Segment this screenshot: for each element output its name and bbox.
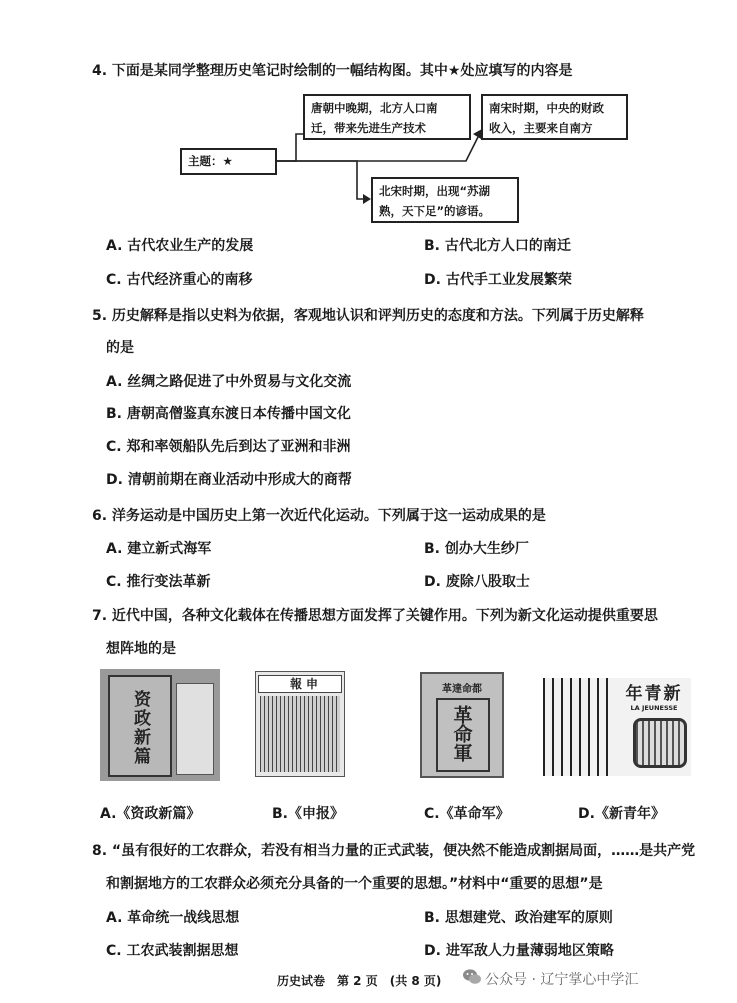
- q4-diagram-center: 主题：★: [180, 148, 277, 175]
- q7-image-a: [100, 669, 220, 781]
- q4-option-d[interactable]: D. 古代手工业发展繁荣: [424, 272, 572, 288]
- watermark: 公众号 · 辽宁掌心中学汇: [485, 972, 639, 988]
- q8-stem-line1: 8. “虽有很好的工农群众，若没有相当力量的正式武装，便决然不能造成割据局面，……是共产党: [92, 843, 696, 859]
- q8-option-d[interactable]: D. 进军敌人力量薄弱地区策略: [424, 943, 614, 959]
- q7-image-c-title: 革命軍: [450, 704, 473, 762]
- q5-option-b[interactable]: B. 唐朝高僧鉴真东渡日本传播中国文化: [106, 406, 351, 422]
- q7-image-c-top: 革達命都: [442, 683, 482, 695]
- q4-option-a[interactable]: A. 古代农业生产的发展: [106, 238, 254, 254]
- q7-image-d-title: 年青新: [625, 683, 683, 704]
- q4-diagram-bottom: [371, 177, 519, 223]
- q4-diagram-bottom-line1: 北宋时期，出现“苏湖: [379, 184, 491, 198]
- q4-option-b[interactable]: B. 古代北方人口的南迁: [424, 238, 571, 254]
- q6-option-d[interactable]: D. 废除八股取士: [424, 574, 530, 590]
- q7-image-d-subtitle: LA JEUNESSE: [630, 704, 678, 712]
- q7-image-b-title: 報申: [289, 676, 322, 691]
- q6-option-c[interactable]: C. 推行变法革新: [106, 574, 211, 590]
- q4-diagram-top-left-line2: 迁，带来先进生产技术: [311, 121, 426, 135]
- q4-diagram-top-left: [303, 94, 471, 140]
- q4-diagram-top-left-line1: 唐朝中晚期，北方人口南: [311, 101, 438, 115]
- q6-option-a[interactable]: A. 建立新式海军: [106, 541, 212, 557]
- q7-image-c: [420, 672, 504, 778]
- q5-option-a[interactable]: A. 丝绸之路促进了中外贸易与文化交流: [106, 374, 352, 390]
- q8-option-b[interactable]: B. 思想建党、政治建军的原则: [424, 910, 613, 926]
- q6-stem: 6. 洋务运动是中国历史上第一次近代化运动。下列属于这一运动成果的是: [92, 508, 546, 524]
- q8-stem-line2: 和割据地方的工农群众必须充分具备的一个重要的思想。”材料中“重要的思想”是: [106, 876, 603, 892]
- q4-diagram-bottom-line2: 熟，天下足”的谚语。: [379, 204, 491, 218]
- q7-option-c[interactable]: C.《革命军》: [424, 806, 510, 822]
- q8-option-c[interactable]: C. 工农武装割据思想: [106, 943, 239, 959]
- q7-image-b: [255, 671, 345, 777]
- q7-stem-line1: 7. 近代中国，各种文化载体在传播思想方面发挥了关键作用。下列为新文化运动提供重要思: [92, 608, 658, 624]
- q4-diagram-top-right: [481, 94, 628, 140]
- page-footer: 历史试卷 第 2 页 (共 8 页): [277, 974, 442, 988]
- q7-option-d[interactable]: D.《新青年》: [578, 806, 665, 822]
- wechat-icon: [462, 968, 482, 986]
- q5-stem-line2: 的是: [106, 340, 134, 356]
- q8-option-a[interactable]: A. 革命统一战线思想: [106, 910, 240, 926]
- q6-option-b[interactable]: B. 创办大生纱厂: [424, 541, 529, 557]
- q4-option-c[interactable]: C. 古代经济重心的南移: [106, 272, 253, 288]
- q5-stem-line1: 5. 历史解释是指以史料为依据，客观地认识和评判历史的态度和方法。下列属于历史解释: [92, 308, 644, 324]
- q7-option-a[interactable]: A.《资政新篇》: [100, 806, 201, 822]
- q5-option-d[interactable]: D. 清朝前期在商业活动中形成大的商帮: [106, 472, 352, 488]
- q4-diagram-top-right-line2: 收入，主要来自南方: [489, 121, 593, 135]
- q5-option-c[interactable]: C. 郑和率领船队先后到达了亚洲和非洲: [106, 439, 351, 455]
- q7-stem-line2: 想阵地的是: [106, 641, 176, 657]
- q4-diagram-top-right-line1: 南宋时期，中央的财政: [489, 101, 604, 115]
- q7-image-d: [543, 678, 691, 776]
- q7-image-a-title: 资政新篇: [130, 690, 150, 766]
- q4-stem: 4. 下面是某同学整理历史笔记时绘制的一幅结构图。其中★处应填写的内容是: [92, 63, 573, 79]
- q7-option-b[interactable]: B.《申报》: [272, 806, 344, 822]
